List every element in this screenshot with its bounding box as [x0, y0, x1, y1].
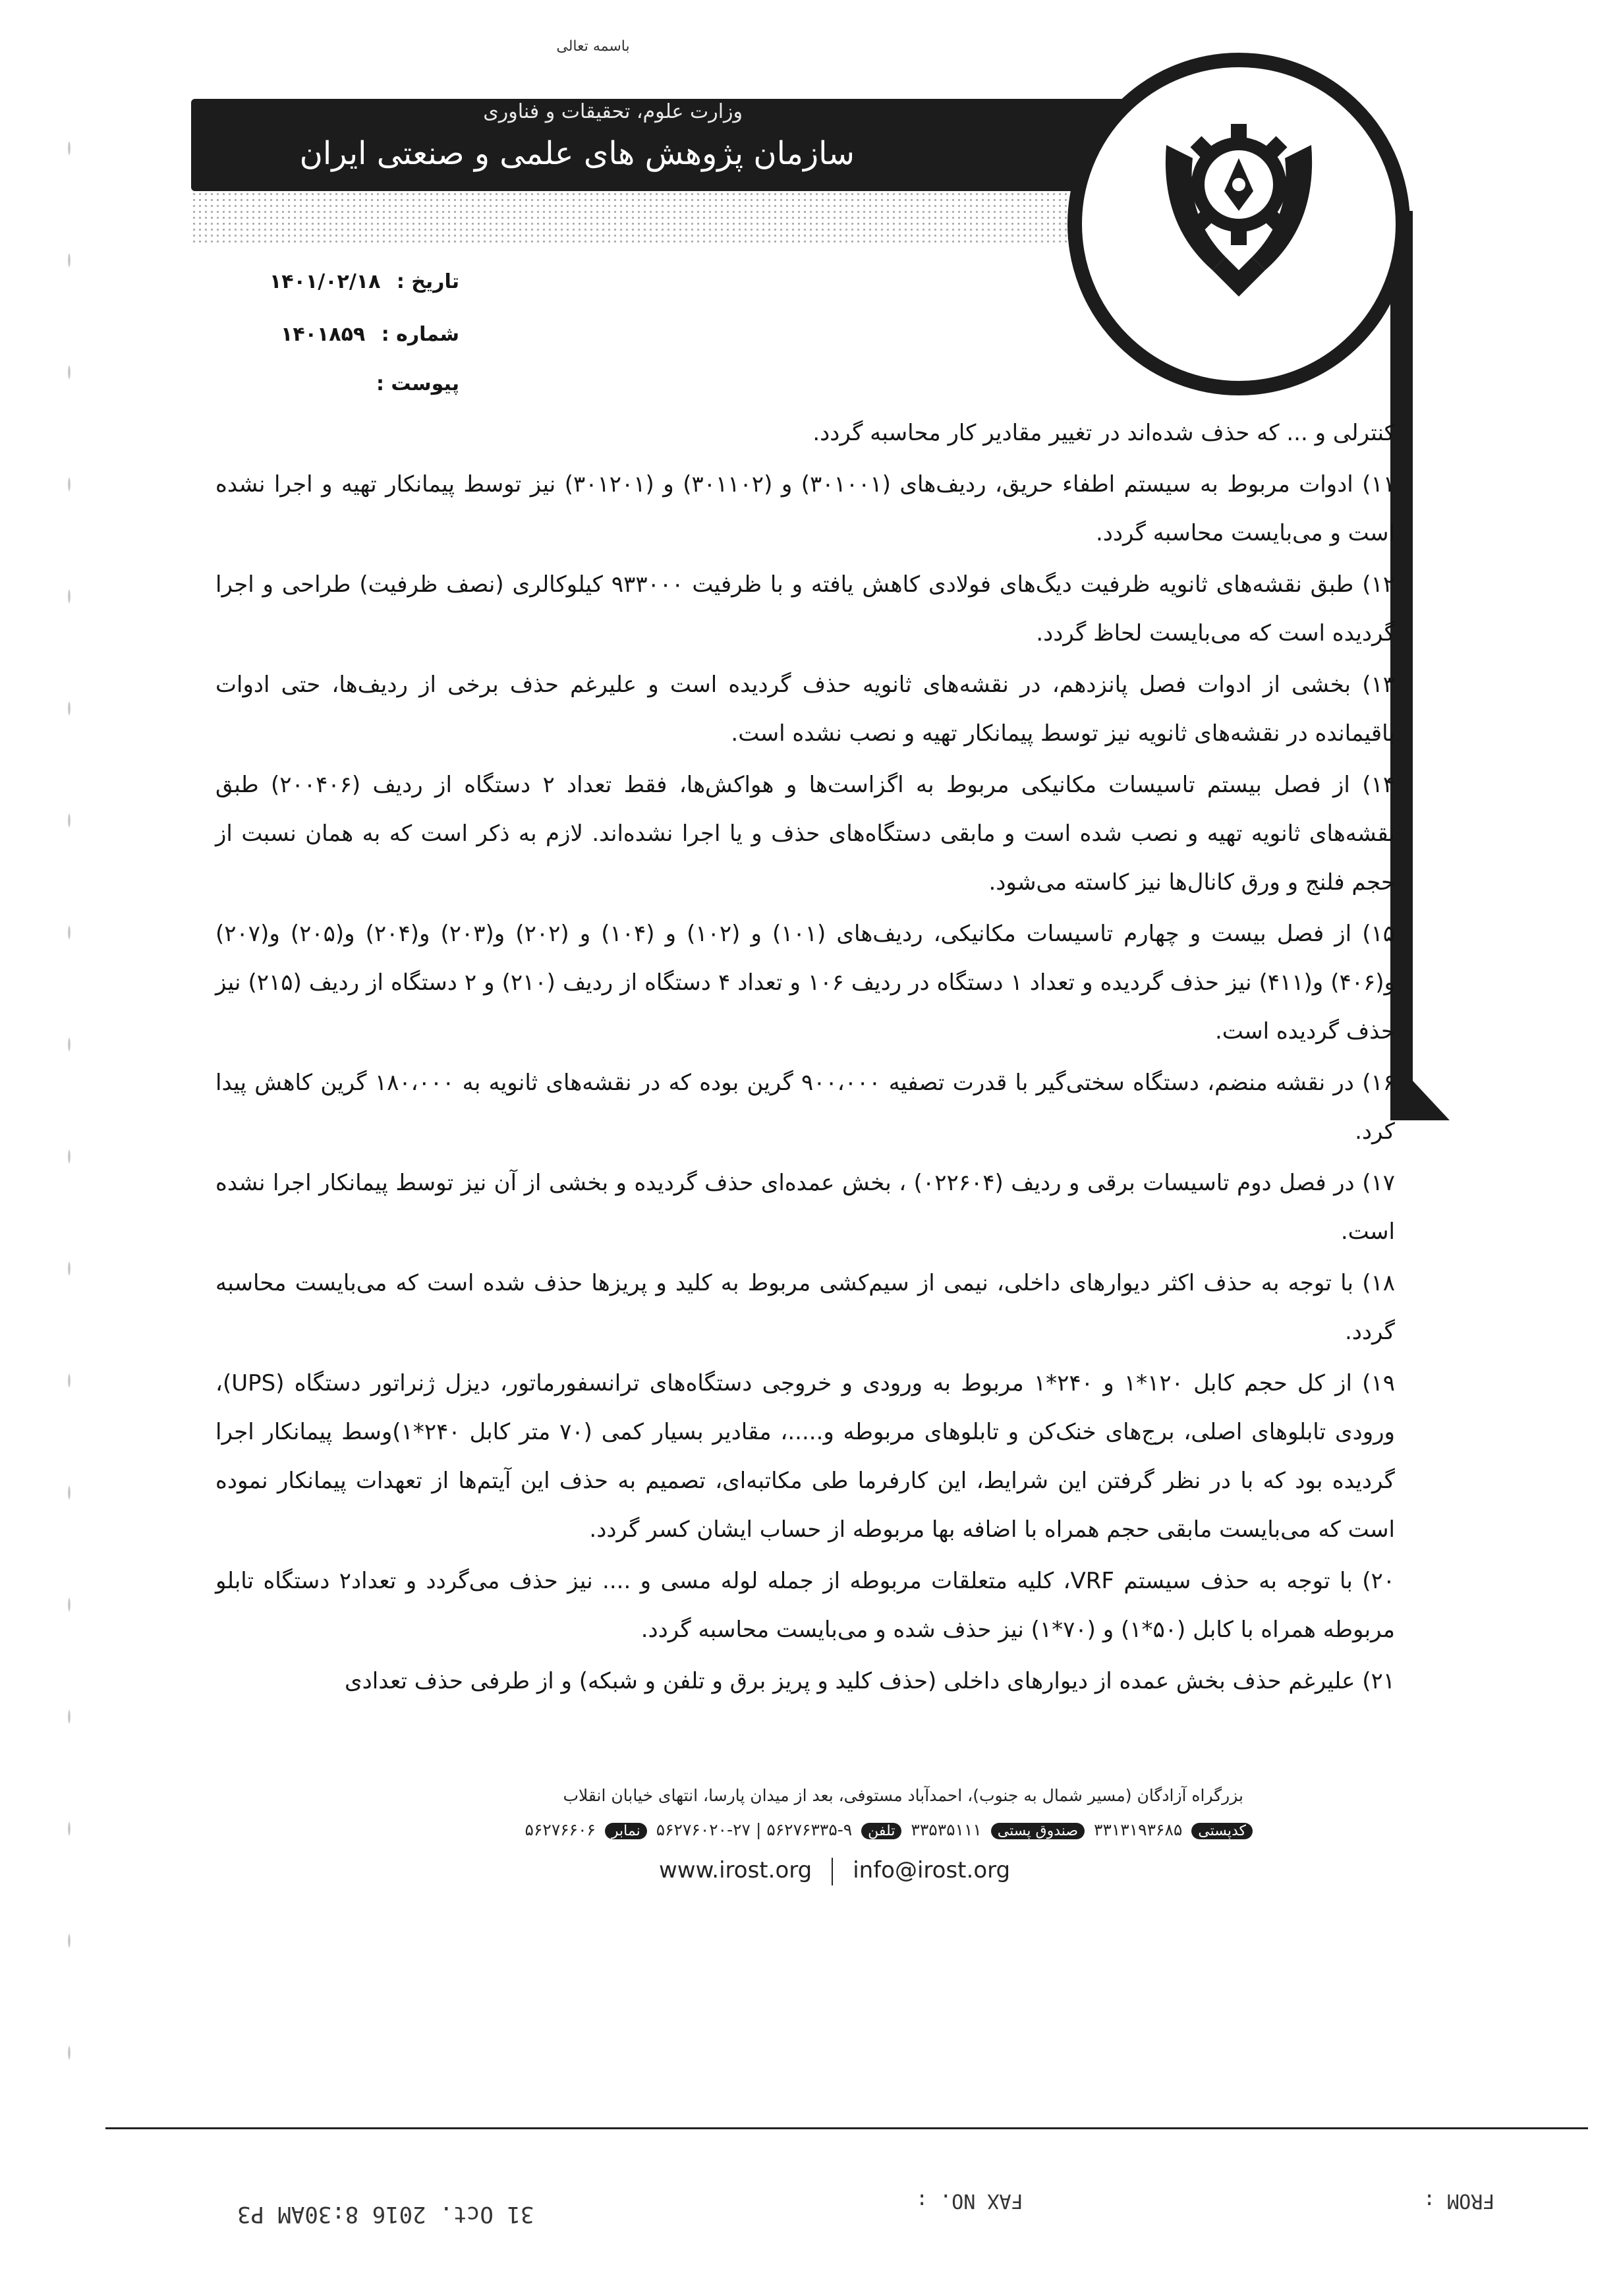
body-item-14: ۱۴) از فصل بیستم تاسیسات مکانیکی مربوط به اگزاست‌ها و هواکش‌ها، فقط تعداد ۲ دستگاه از ردیف (۲۰۰۴۰۶) طبق نقشه‌های ثانویه تهیه و نصب شده است و مابقی دستگاه‌های حذف و یا اجرا نشده‌اند. لازم به ذکر است که به همان نسبت از حجم فلنج و ورق کانال‌ها نیز کاسته می‌شود.: [215, 772, 1396, 896]
body-intro: کنترلی و ... که حذف شده‌اند در تغییر مقادیر کار محاسبه گردد.: [812, 420, 1395, 446]
phone-value: ۵۶۲۷۶۳۳۵-۹ | ۵۶۲۷۶۰۲۰-۲۷: [656, 1820, 853, 1839]
po-box-tag: صندوق پستی: [991, 1823, 1085, 1839]
fax-from-label: FROM :: [1423, 2189, 1495, 2212]
body-item-11: ۱۱) ادوات مربوط به سیستم اطفاء حریق، ردیف‌های (۳۰۱۰۰۱) و (۳۰۱۱۰۲) و (۳۰۱۲۰۱) نیز توسط پیمانکار تهیه و اجرا نشده است و می‌بایست محاسبه گردد.: [215, 471, 1395, 546]
fax-timestamp: 31 Oct. 2016 8:30AM P3: [237, 2201, 534, 2227]
number-row: [281, 323, 459, 346]
fax-divider-line: [105, 2127, 1588, 2129]
fax-tag: نمابر: [605, 1823, 647, 1839]
po-box-value: ۳۳۵۳۵۱۱۱: [911, 1820, 982, 1839]
phone-tag: تلفن: [861, 1823, 901, 1839]
number-label: شماره :: [381, 323, 459, 346]
body-item-21: ۲۱) علیرغم حذف بخش عمده از دیوارهای داخلی (حذف کلید و پریز برق و تلفن و شبکه) و از طرفی حذف تعدادی: [345, 1668, 1395, 1694]
date-label: تاریخ :: [396, 270, 459, 293]
body-item-16: ۱۶) در نقشه منضم، دستگاه سختی‌گیر با قدرت تصفیه ۹۰۰،۰۰۰ گرین بوده که در نقشه‌های ثانویه به ۱۸۰،۰۰۰ گرین کاهش پیدا کرد.: [215, 1070, 1395, 1145]
body-item-13: ۱۳) بخشی از ادوات فصل پانزدهم، در نقشه‌های ثانویه حذف گردیده است و علیرغم حذف برخی از ردیف‌ها، حتی ادوات باقیمانده در نقشه‌های ثانویه نیز توسط پیمانکار تهیه و نصب نشده است.: [215, 672, 1395, 747]
footer-web-row: [659, 1857, 1054, 1885]
body-item-19: ۱۹) از کل حجم کابل ۱۲۰*۱ و ۲۴۰*۱ مربوط به ورودی و خروجی دستگاه‌های ترانسفورماتور، دیزل ژنراتور دستگاه (UPS)، ورودی تابلوهای اصلی، برج‌های خنک‌کن و تابلوهای مربوطه و.....، مقادیر بسیار کمی (۷۰ متر کابل ۲۴۰*۱)وسط پیمانکار اجرا گردیده بود که با در نظر گرفتن این شرایط، این کارفرما طی مکاتبه‌ای، تصمیم به حذف این آیتم‌ها از تعهدات پیمانکار نموده است که می‌بایست مابقی حجم همراه با اضافه بها مربوطه از حساب ایشان کسر گردد.: [215, 1370, 1395, 1543]
body-item-12: ۱۲) طبق نقشه‌های ثانویه ظرفیت دیگ‌های فولادی کاهش یافته و با ظرفیت ۹۳۳۰۰۰ کیلوکالری (نصف ظرفیت) طراحی و اجرا گردیده است که می‌بایست لحاظ گردد.: [215, 571, 1395, 646]
fax-value: ۵۶۲۷۶۶۰۶: [525, 1820, 596, 1839]
body-item-15: ۱۵) از فصل بیست و چهارم تاسیسات مکانیکی، ردیف‌های (۱۰۱) و (۱۰۲) و (۱۰۴) و (۲۰۲) و(۲۰۳) و(۲۰۴) و(۲۰۵) و(۲۰۷) و(۴۰۶) و(۴۱۱) نیز حذف گردیده و تعداد ۱ دستگاه در ردیف ۱۰۶ و تعداد ۴ دستگاه از ردیف (۲۱۰) و ۲ دستگاه از ردیف (۲۱۵) نیز حذف گردیده است.: [215, 921, 1395, 1045]
number-value: ۱۴۰۱۸۵۹: [281, 323, 366, 346]
top-label: باسمه تعالی: [556, 38, 630, 55]
footer-contacts: [255, 1820, 1257, 1839]
attachment-label: پیوست :: [376, 372, 459, 395]
body-item-18: ۱۸) با توجه به حذف اکثر دیوارهای داخلی، نیمی از سیم‌کشی مربوط به کلید و پریزها حذف شده است که می‌بایست محاسبه گردد.: [215, 1270, 1395, 1345]
body-item-20: ۲۰) با توجه به حذف سیستم VRF، کلیه متعلقات مربوطه از جمله لوله مسی و .... نیز حذف می‌گردد و تعداد۲ دستگاه تابلو مربوطه همراه با کابل (۵۰*۱) و (۷۰*۱) نیز حذف شده و می‌بایست محاسبه گردد.: [215, 1568, 1395, 1643]
website-link[interactable]: www.irost.org: [659, 1857, 812, 1883]
banner-halftone: [191, 191, 1127, 244]
postal-code-value: ۳۳۱۳۱۹۳۶۸۵: [1094, 1820, 1183, 1839]
fax-number-label: FAX NO. :: [916, 2189, 1023, 2212]
scan-margin-specks: [59, 92, 79, 2069]
organization-name: سازمان پژوهش های علمی و صنعتی ایران: [299, 135, 855, 172]
footer-separator: [832, 1858, 833, 1885]
attachment-row: [376, 372, 459, 395]
ministry-name: وزارت علوم، تحقیقات و فناوری: [483, 100, 743, 123]
side-bar-tail: [1390, 1081, 1450, 1120]
footer-address: بزرگراه آزادگان (مسیر شمال به جنوب)، احمدآباد مستوفی، بعد از میدان پارسا، انتهای خیابان انقلاب: [563, 1786, 1243, 1805]
date-value: ۱۴۰۱/۰۲/۱۸: [270, 270, 381, 293]
date-row: [270, 270, 459, 293]
letter-body: [215, 409, 1395, 1706]
email-link[interactable]: info@irost.org: [853, 1857, 1011, 1883]
body-item-17: ۱۷) در فصل دوم تاسیسات برقی و ردیف (۰۲۲۶۰۴) ، بخش عمده‌ای حذف گردیده و بخشی از آن نیز توسط پیمانکار اجرا نشده است.: [215, 1170, 1395, 1245]
irost-logo-icon: [1140, 105, 1338, 303]
postal-code-tag: کدپستی: [1191, 1823, 1253, 1839]
